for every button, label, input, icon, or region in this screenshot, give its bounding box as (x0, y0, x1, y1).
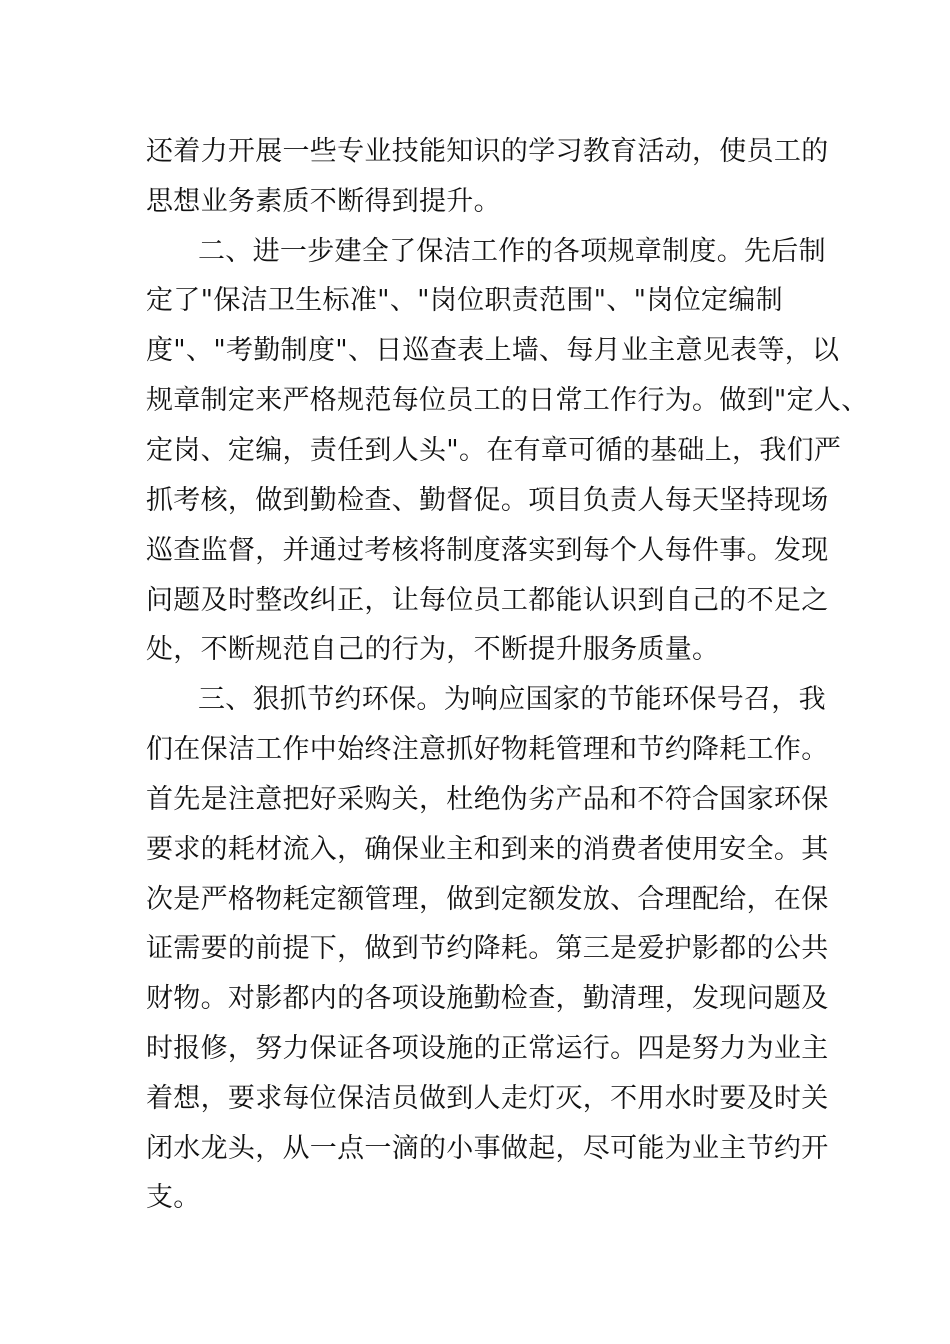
text-line: 们在保洁工作中始终注意抓好物耗管理和节约降耗工作。 (146, 734, 829, 765)
text-line: 规章制定来严格规范每位员工的日常工作行为。做到"定人、 (146, 385, 869, 416)
text-line: 要求的耗材流入，确保业主和到来的消费者使用安全。其 (146, 834, 829, 865)
text-line: 时报修，努力保证各项设施的正常运行。四是努力为业主 (146, 1033, 829, 1064)
text-line: 着想，要求每位保洁员做到人走灯灭，不用水时要及时关 (146, 1083, 829, 1114)
text-line: 处，不断规范自己的行为，不断提升服务质量。 (146, 634, 720, 665)
text-line: 抓考核，做到勤检查、勤督促。项目负责人每天坚持现场 (146, 485, 829, 516)
text-line: 证需要的前提下，做到节约降耗。第三是爱护影都的公共 (146, 933, 829, 964)
paragraph-start-line: 三、狠抓节约环保。为响应国家的节能环保号召，我 (198, 684, 826, 715)
text-line: 度"、"考勤制度"、日巡查表上墙、每月业主意见表等，以 (146, 335, 840, 366)
text-line: 还着力开展一些专业技能知识的学习教育活动，使员工的 (146, 136, 829, 167)
text-line: 支。 (146, 1182, 201, 1213)
text-line: 思想业务素质不断得到提升。 (146, 186, 501, 217)
paragraph-start-line: 二、进一步建全了保洁工作的各项规章制度。先后制 (198, 236, 826, 267)
text-line: 首先是注意把好采购关，杜绝伪劣产品和不符合国家环保 (146, 784, 829, 815)
text-line: 定了"保洁卫生标准"、"岗位职责范围"、"岗位定编制 (146, 285, 783, 316)
text-line: 问题及时整改纠正，让每位员工都能认识到自己的不足之 (146, 585, 829, 616)
text-line: 定岗、定编，责任到人头"。在有章可循的基础上，我们严 (146, 435, 842, 466)
text-line: 巡查监督，并通过考核将制度落实到每个人每件事。发现 (146, 535, 829, 566)
text-line: 次是严格物耗定额管理，做到定额发放、合理配给，在保 (146, 884, 829, 915)
text-line: 财物。对影都内的各项设施勤检查，勤清理，发现问题及 (146, 983, 829, 1014)
text-line: 闭水龙头，从一点一滴的小事做起，尽可能为业主节约开 (146, 1133, 829, 1164)
